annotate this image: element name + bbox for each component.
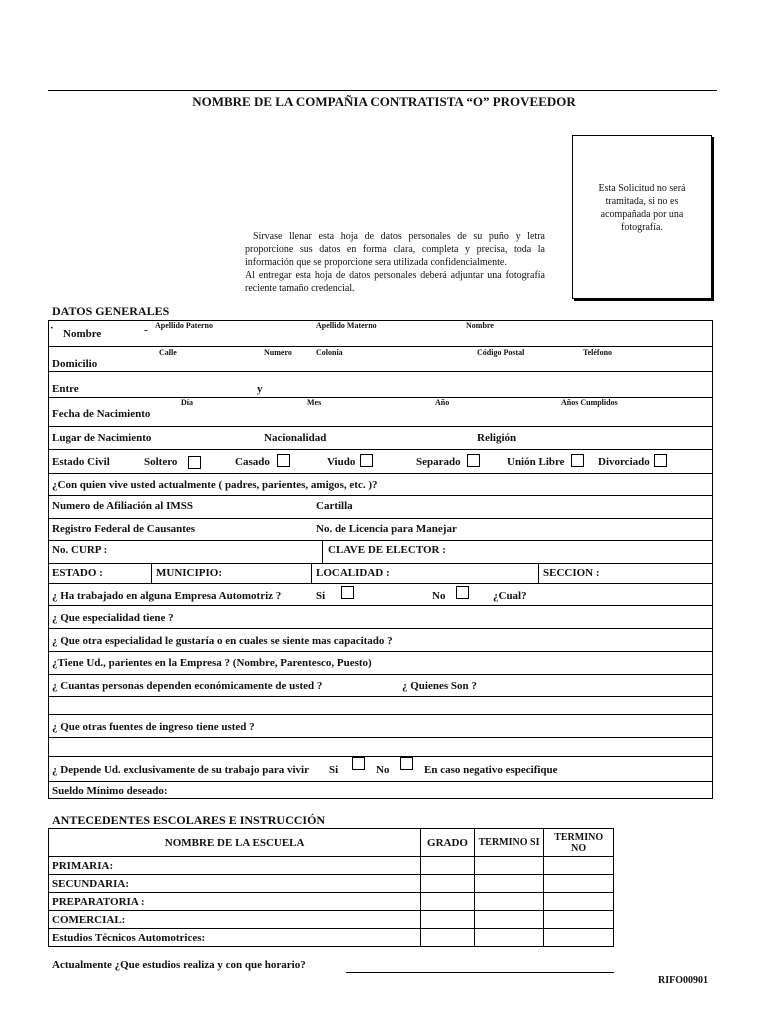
otra-especialidad-label: ¿ Que otra especialidad le gustaría o en cuales se siente mas capacitado ? bbox=[52, 635, 393, 647]
apellido-materno-sub: Apellido Materno bbox=[316, 321, 377, 330]
curp-label: No. CURP : bbox=[52, 544, 108, 556]
cual-label: ¿Cual? bbox=[493, 590, 527, 602]
rfc-label: Registro Federal de Causantes bbox=[52, 523, 196, 535]
anio-sub: Año bbox=[435, 398, 450, 407]
municipio-label: MUNICIPIO: bbox=[156, 567, 222, 579]
table-row bbox=[49, 857, 614, 875]
nombre-label: Nombre bbox=[63, 328, 102, 340]
grado-cell[interactable] bbox=[421, 875, 474, 893]
row-label: PREPARATORIA : bbox=[49, 893, 421, 911]
photo-notice: Esta Solicitud no será tramitada, si no es acompañada por una fotografía. bbox=[598, 183, 686, 233]
lugar-nacimiento-label: Lugar de Nacimiento bbox=[52, 432, 152, 444]
depende-si-checkbox[interactable] bbox=[352, 757, 365, 770]
dependientes-label: ¿ Cuantas personas dependen económicamente de usted ? bbox=[52, 680, 323, 692]
separado-label: Separado bbox=[416, 456, 461, 468]
licencia-label: No. de Licencia para Manejar bbox=[316, 523, 457, 535]
depende-no-checkbox[interactable] bbox=[400, 757, 413, 770]
row-line bbox=[48, 674, 713, 675]
row-label: SECUNDARIA: bbox=[49, 875, 421, 893]
education-header-row bbox=[49, 829, 614, 857]
education-table bbox=[48, 828, 614, 947]
termino-no-cell[interactable] bbox=[544, 857, 614, 875]
row-line bbox=[48, 628, 713, 629]
mes-sub: Mes bbox=[307, 398, 322, 407]
con-quien-vive-label: ¿Con quien vive usted actualmente ( padres, parientes, amigos, etc. )? bbox=[52, 479, 378, 491]
empresa-automotriz-label: ¿ Ha trabajado en alguna Empresa Automotriz ? bbox=[52, 590, 282, 602]
termino-no-cell[interactable] bbox=[544, 929, 614, 947]
soltero-label: Soltero bbox=[144, 456, 178, 468]
y-label: y bbox=[257, 383, 263, 395]
table-row bbox=[49, 875, 614, 893]
section-title-general: DATOS GENERALES bbox=[52, 304, 170, 318]
actualmente-answer-line bbox=[346, 972, 614, 973]
row-line bbox=[48, 473, 713, 474]
colonia-sub: Colonia bbox=[316, 348, 343, 357]
row-line bbox=[48, 426, 713, 427]
row-line bbox=[48, 756, 713, 757]
no-label: No bbox=[432, 590, 446, 602]
row-label: COMERCIAL: bbox=[49, 911, 421, 929]
column-divider bbox=[151, 563, 152, 583]
company-title: NOMBRE DE LA COMPAÑIA CONTRATISTA “O” PROVEEDOR bbox=[192, 94, 576, 109]
row-line bbox=[48, 346, 713, 347]
grado-cell[interactable] bbox=[421, 893, 474, 911]
table-row bbox=[49, 911, 614, 929]
termino-si-cell[interactable] bbox=[474, 929, 544, 947]
apellido-paterno-sub: Apellido Paterno bbox=[155, 321, 213, 330]
casado-label: Casado bbox=[235, 456, 270, 468]
cartilla-label: Cartilla bbox=[316, 500, 353, 512]
nombre-sub: Nombre bbox=[466, 321, 494, 330]
instructions-p1: Sírvase llenar esta hoja de datos personales de su puño y letra proporcione sus datos en forma clara, completa y precisa, toda la información que se proporcione sera utilizada confidencialmente. bbox=[245, 231, 545, 268]
row-line bbox=[48, 518, 713, 519]
row-line bbox=[48, 540, 713, 541]
divorciado-checkbox[interactable] bbox=[654, 454, 667, 467]
header-grado: GRADO bbox=[421, 829, 474, 857]
sueldo-label: Sueldo Mínimo deseado: bbox=[52, 785, 168, 797]
column-divider bbox=[538, 563, 539, 583]
termino-no-cell[interactable] bbox=[544, 893, 614, 911]
header-termino-no: TERMINO NO bbox=[544, 829, 614, 857]
grado-cell[interactable] bbox=[421, 911, 474, 929]
imss-label: Numero de Afiliación al IMSS bbox=[52, 500, 193, 512]
numero-sub: Numero bbox=[264, 348, 292, 357]
otras-fuentes-label: ¿ Que otras fuentes de ingreso tiene usted ? bbox=[52, 721, 255, 733]
row-line bbox=[48, 696, 713, 697]
marker-dash: - bbox=[144, 324, 148, 336]
quienes-label: ¿ Quienes Son ? bbox=[402, 680, 477, 692]
localidad-label: LOCALIDAD : bbox=[316, 567, 390, 579]
row-line bbox=[48, 495, 713, 496]
dia-sub: Día bbox=[181, 398, 193, 407]
grado-cell[interactable] bbox=[421, 929, 474, 947]
casado-checkbox[interactable] bbox=[277, 454, 290, 467]
estado-label: ESTADO : bbox=[52, 567, 103, 579]
row-line bbox=[48, 714, 713, 715]
termino-si-cell[interactable] bbox=[474, 857, 544, 875]
row-label: Estudios Técnicos Automotrices: bbox=[49, 929, 421, 947]
automotriz-si-checkbox[interactable] bbox=[341, 586, 354, 599]
termino-no-cell[interactable] bbox=[544, 911, 614, 929]
row-line bbox=[48, 583, 713, 584]
depende-label: ¿ Depende Ud. exclusivamente de su trabajo para vivir bbox=[52, 764, 309, 776]
termino-si-cell[interactable] bbox=[474, 875, 544, 893]
entre-label: Entre bbox=[52, 383, 79, 395]
instructions bbox=[245, 230, 545, 295]
header-escuela: NOMBRE DE LA ESCUELA bbox=[49, 829, 421, 857]
separado-checkbox[interactable] bbox=[467, 454, 480, 467]
union-libre-checkbox[interactable] bbox=[571, 454, 584, 467]
table-row bbox=[49, 929, 614, 947]
no2-label: No bbox=[376, 764, 390, 776]
anios-cumplidos-sub: Años Cumplidos bbox=[561, 398, 618, 407]
union-libre-label: Unión Libre bbox=[507, 456, 565, 468]
actualmente-label: Actualmente ¿Que estudios realiza y con que horario? bbox=[52, 959, 306, 971]
column-divider bbox=[311, 563, 312, 583]
especialidad-label: ¿ Que especialidad tiene ? bbox=[52, 612, 174, 624]
row-line bbox=[48, 737, 713, 738]
si-label: Si bbox=[316, 590, 326, 602]
caso-negativo-label: En caso negativo especifique bbox=[424, 764, 558, 776]
form-code: RIFO00901 bbox=[658, 975, 708, 986]
calle-sub: Calle bbox=[159, 348, 177, 357]
top-rule bbox=[48, 90, 717, 91]
row-line bbox=[48, 605, 713, 606]
si2-label: Si bbox=[329, 764, 339, 776]
marker-dot: · bbox=[50, 322, 54, 334]
photo-box bbox=[572, 135, 712, 299]
row-line bbox=[48, 371, 713, 372]
fecha-nacimiento-label: Fecha de Nacimiento bbox=[52, 408, 151, 420]
viudo-checkbox[interactable] bbox=[360, 454, 373, 467]
row-line bbox=[48, 781, 713, 782]
instructions-p2: Al entregar esta hoja de datos personales deberá adjuntar una fotografía reciente tamaño credencial. bbox=[245, 270, 545, 294]
clave-elector-label: CLAVE DE ELECTOR : bbox=[328, 544, 446, 556]
column-divider bbox=[322, 540, 323, 563]
termino-no-cell[interactable] bbox=[544, 875, 614, 893]
automotriz-no-checkbox[interactable] bbox=[456, 586, 469, 599]
divorciado-label: Divorciado bbox=[598, 456, 650, 468]
religion-label: Religión bbox=[477, 432, 517, 444]
section-title-education: ANTECEDENTES ESCOLARES E INSTRUCCIÓN bbox=[52, 813, 326, 827]
nacionalidad-label: Nacionalidad bbox=[264, 432, 327, 444]
row-line bbox=[48, 563, 713, 564]
termino-si-cell[interactable] bbox=[474, 893, 544, 911]
estado-civil-label: Estado Civil bbox=[52, 456, 110, 468]
telefono-sub: Teléfono bbox=[583, 348, 613, 357]
grado-cell[interactable] bbox=[421, 857, 474, 875]
seccion-label: SECCION : bbox=[543, 567, 600, 579]
row-label: PRIMARIA: bbox=[49, 857, 421, 875]
row-line bbox=[48, 449, 713, 450]
row-line bbox=[48, 651, 713, 652]
table-row bbox=[49, 893, 614, 911]
parientes-label: ¿Tiene Ud., parientes en la Empresa ? (Nombre, Parentesco, Puesto) bbox=[52, 657, 372, 669]
viudo-label: Viudo bbox=[327, 456, 356, 468]
soltero-checkbox[interactable] bbox=[188, 456, 201, 469]
termino-si-cell[interactable] bbox=[474, 911, 544, 929]
codigo-postal-sub: Código Postal bbox=[477, 348, 525, 357]
domicilio-label: Domicilio bbox=[52, 358, 98, 370]
header-termino-si: TERMINO SI bbox=[474, 829, 544, 857]
